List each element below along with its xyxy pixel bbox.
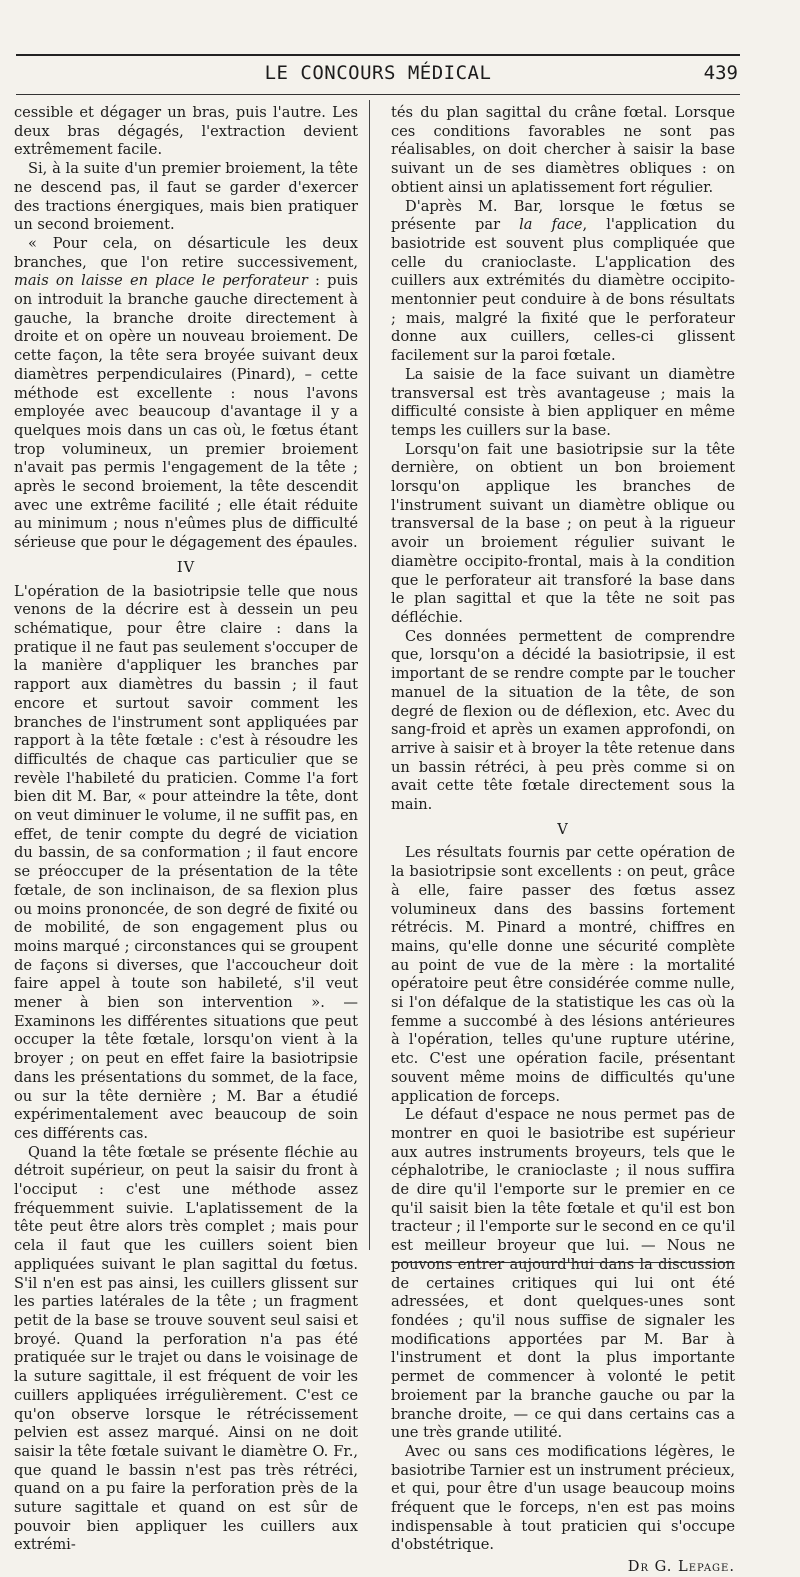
right-paragraph-5: Ces données permettent de comprendre que, lorsqu'on a décidé la basiotripsie, il est important de se rendre compte par le toucher manuel de la situation de la tête, de son degré de flexion ou de déflexion, etc. Avec du sang-froid et après un examen approfondi, on arrive à saisir et à broyer la tête retenue dans un bassin rétréci, à peu près comme si on avait cette tête fœtale directement sous la main.	[391, 627, 735, 814]
right-paragraph-2-start: D'après M. Bar, lorsque le fœtus se présente par	[391, 197, 735, 234]
right-paragraph-8: Avec ou sans ces modifications légères, le basiotribe Tarnier est un instrument précieux, et qui, pour être d'un usage beaucoup moins fréquent que le forceps, n'en est pas moins indispensable à tout praticien qui s'occupe d'obstétrique.	[391, 1442, 735, 1554]
right-paragraph-4: Lorsqu'on fait une basiotripsie sur la tête dernière, on obtient un bon broiement lorsqu'on applique les branches de l'instrument suivant un diamètre oblique ou transversal de la base ; on peut à la rigueur avoir un broiement régulier suivant le diamètre occipito-frontal, mais à la condition que le perforateur ait transforé la base dans le plan sagittal et que la tête ne soit pas défléchie.	[391, 440, 735, 626]
left-paragraph-4: L'opération de la basiotripsie telle que nous venons de la décrire est à dessein un peu schématique, pour être claire : dans la pratique il ne faut pas seulement s'occuper de la manière d'appliquer les branches par rapport aux diamètres du bassin ; il faut encore et surtout savoir comment les branches de l'instrument sont appliquées par rapport à la tête fœtale : c'est à résoudre les difficultés de chaque cas particulier que se revèle l'habileté du praticien. Comme l'a fort bien dit M. Bar, « pour atteindre la tête, dont on veut diminuer le volume, il ne suffit pas, en effet, de tenir compte du degré de viciation du bassin, de sa conformation ; il faut encore se préoccuper de la présentation de la tête fœtale, de son inclinaison, de sa flexion plus ou moins prononcée, de son degré de fixité ou de mobilité, de son engagement plus ou moins marqué ; circonstances qui se groupent de façons si diverses, que l'accoucheur doit faire appel à toute son habileté, s'il veut mener à bien son intervention ». — Examinons les différentes situations que peut occuper la tête fœtale, lorsqu'on vient à la broyer ; on peut en effet faire la basiotripsie dans les présentations du sommet, de la face, ou sur la tête dernière ; M. Bar a étudié expérimentalement avec beaucoup de soin ces différents cas.	[14, 582, 358, 1142]
left-paragraph-1: cessible et dégager un bras, puis l'autre. Les deux bras dégagés, l'extraction devient extrêmement facile.	[14, 104, 358, 159]
author-signature: Dr G. Lepage.	[627, 1558, 735, 1576]
right-paragraph-2	[391, 198, 735, 366]
running-title: LE CONCOURS MÉDICAL	[264, 62, 492, 84]
column-divider	[369, 100, 370, 1250]
left-paragraph-3-emphasis: mais on laisse en place le perforateur	[14, 272, 308, 290]
page-header	[16, 60, 740, 88]
right-paragraph-3: La saisie de la face suivant un diamètre transversal est très avantageuse ; mais la difficulté consiste à bien appliquer en même temps les cuillers sur la base.	[391, 365, 735, 439]
right-paragraph-2-end: , l'application du basiotride est souvent plus compliquée que celle du cranioclaste. L'application des cuillers aux extrémités du diamètre occipito-mentonnier peut conduire à de bons résultats ; mais, malgré la fixité que le perforateur donne aux cuillers, celles-ci glissent facilement sur la paroi fœtale.	[391, 216, 736, 365]
left-paragraph-5: Quand la tête fœtale se présente fléchie au détroit supérieur, on peut la saisir du front à l'occiput : c'est une méthode assez fréquemment suivie. L'aplatissement de la tête peut être alors très complet ; mais pour cela il faut que les cuillers soient bien appliquées suivant le plan sagittal du fœtus. S'il n'en est pas ainsi, les cuillers glissent sur les parties latérales de la tête ; un fragment petit de la base se trouve souvent seul saisi et broyé. Quand la perforation n'a pas été pratiquée sur le trajet ou dans le voisinage de la suture sagittale, il est fréquent de voir les cuillers appliquées irrégulièrement. C'est ce qu'on observe lorsque le rétrécissement pelvien est assez marqué. Ainsi on ne doit saisir la tête fœtale suivant le diamètre O. Fr., que quand le bassin n'est pas très rétréci, quand on a pu faire la perforation près de la suture sagittale et quand on est sûr de pouvoir bien appliquer les cuillers aux extrémi-	[14, 1143, 358, 1554]
right-paragraph-2-emphasis: la face	[519, 216, 583, 234]
left-paragraph-2: Si, à la suite d'un premier broiement, la tête ne descend pas, il faut se garder d'exercer des tractions énergiques, mais bien pratiquer un second broiement.	[14, 160, 358, 234]
page-number: 439	[703, 62, 738, 84]
left-paragraph-3-end: : puis on introduit la branche gauche directement à gauche, la branche droite directement à droite et on opère un nouveau broiement. De cette façon, la tête sera broyée suivant deux diamètres perpendiculaires (Pinard), – cette méthode est excellente : nous l'avons employée avec beaucoup d'avantage il y a quelques mois dans un cas où, le fœtus étant trop volumineux, un premier broiement n'avait pas permis l'engagement de la tête ; après le second broiement, la tête descendit avec une extrême facilité ; elle était réduite au minimum ; nous n'eûmes plus de difficulté sérieuse que pour le dégagement des épaules.	[14, 272, 359, 552]
right-paragraph-1: tés du plan sagittal du crâne fœtal. Lorsque ces conditions favorables ne sont pas réalisables, on doit chercher à saisir la base suivant un de ses diamètres obliques : on obtient ainsi un aplatissement fort régulier.	[391, 104, 735, 196]
signature-rule	[391, 1262, 735, 1263]
left-column	[14, 104, 358, 1555]
right-paragraph-7: Le défaut d'espace ne nous permet pas de montrer en quoi le basiotribe est supérieur aux autres instruments broyeurs, tels que le céphalotribe, le cranioclaste ; il nous suffira de dire qu'il l'emporte sur le premier en ce qu'il saisit bien la tête fœtale et qu'il est bon tracteur ; il l'emporte sur le second en ce qu'il est meilleur broyeur que lui. — Nous ne pouvons entrer aujourd'hui dans la discussion de certaines critiques qui lui ont été adressées, et dont quelques-unes sont fondées ; qu'il nous suffise de signaler les modifications apportées par M. Bar à l'instrument et dont la plus importante permet de commencer à volonté le petit broiement par la branche gauche ou par la branche droite, — ce qui dans certains cas a une très grande utilité.	[391, 1106, 735, 1442]
header-bottom-rule	[16, 94, 740, 95]
section-heading-iv: IV	[176, 558, 196, 576]
right-paragraph-6: Les résultats fournis par cette opération de la basiotripsie sont excellents : on peut, grâce à elle, faire passer des fœtus assez volumineux dans des bassins fortement rétrécis. M. Pinard a montré, chiffres en mains, qu'elle donne une sécurité complète au point de vue de la mère : la mortalité opératoire peut être considérée comme nulle, si l'on défalque de la statistique les cas où la femme a succombé à des lésions antérieures à l'opération, telles qu'une rupture utérine, etc. C'est une opération facile, présentant souvent même moins de difficultés qu'une application de forceps.	[391, 844, 735, 1105]
section-heading-v: V	[557, 820, 569, 838]
right-column	[391, 104, 735, 1577]
left-paragraph-3	[14, 235, 358, 553]
header-top-rule	[16, 54, 740, 56]
left-paragraph-3-start: « Pour cela, on désarticule les deux branches, que l'on retire successivement,	[14, 234, 358, 271]
